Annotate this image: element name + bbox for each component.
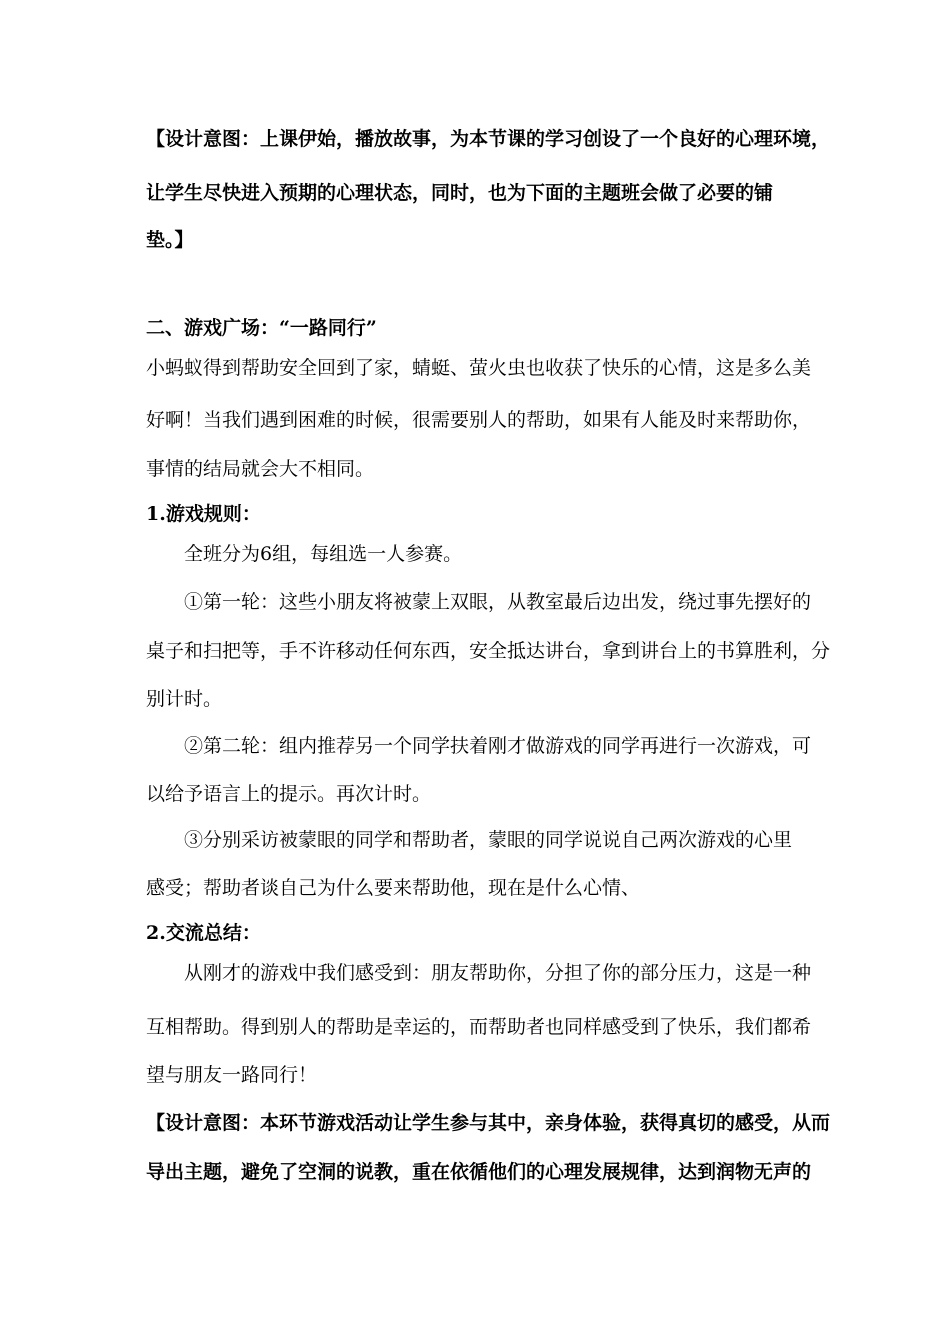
rules-line-1: 全班分为6组，每组选一人参赛。 xyxy=(184,543,463,565)
design-intent-2-line-1: 【设计意图：本环节游戏活动让学生参与其中，亲身体验，获得真切的感受，从而 xyxy=(146,1112,831,1134)
rules-line-4: 别计时。 xyxy=(146,688,223,710)
intro-line-1: 小蚂蚁得到帮助安全回到了家，蜻蜓、萤火虫也收获了快乐的心情，这是多么美 xyxy=(146,357,812,379)
design-intent-1-line-1: 【设计意图：上课伊始，播放故事，为本节课的学习创设了一个良好的心理环境， xyxy=(146,128,831,150)
rules-line-5: ②第二轮：组内推荐另一个同学扶着刚才做游戏的同学再进行一次游戏，可 xyxy=(184,735,812,757)
design-intent-2-line-2: 导出主题，避免了空洞的说教，重在依循他们的心理发展规律，达到润物无声的 xyxy=(146,1161,812,1183)
intro-line-2: 好啊！当我们遇到困难的时候，很需要别人的帮助，如果有人能及时来帮助你， xyxy=(146,409,812,431)
rules-heading: 1.游戏规则： xyxy=(146,503,261,525)
rules-line-3: 桌子和扫把等，手不许移动任何东西，安全抵达讲台，拿到讲台上的书算胜利，分 xyxy=(146,640,831,662)
summary-line-3: 望与朋友一路同行！ xyxy=(146,1064,318,1086)
rules-line-2: ①第一轮：这些小朋友将被蒙上双眼，从教室最后边出发，绕过事先摆好的 xyxy=(184,591,812,613)
intro-line-3: 事情的结局就会大不相同。 xyxy=(146,458,375,480)
summary-line-1: 从刚才的游戏中我们感受到：朋友帮助你，分担了你的部分压力，这是一种 xyxy=(184,962,812,984)
summary-line-2: 互相帮助。得到别人的帮助是幸运的，而帮助者也同样感受到了快乐，我们都希 xyxy=(146,1016,812,1038)
rules-line-8: 感受；帮助者谈自己为什么要来帮助他，现在是什么心情、 xyxy=(146,877,641,899)
design-intent-1-line-3: 垫。】 xyxy=(146,229,194,251)
rules-line-6: 以给予语言上的提示。再次计时。 xyxy=(146,783,432,805)
summary-heading: 2.交流总结： xyxy=(146,922,261,944)
rules-line-7: ③分别采访被蒙眼的同学和帮助者，蒙眼的同学说说自己两次游戏的心里 xyxy=(184,829,793,851)
design-intent-1-line-2: 让学生尽快进入预期的心理状态，同时，也为下面的主题班会做了必要的铺 xyxy=(146,182,774,204)
section-2-heading: 二、游戏广场：“一路同行” xyxy=(146,317,377,339)
